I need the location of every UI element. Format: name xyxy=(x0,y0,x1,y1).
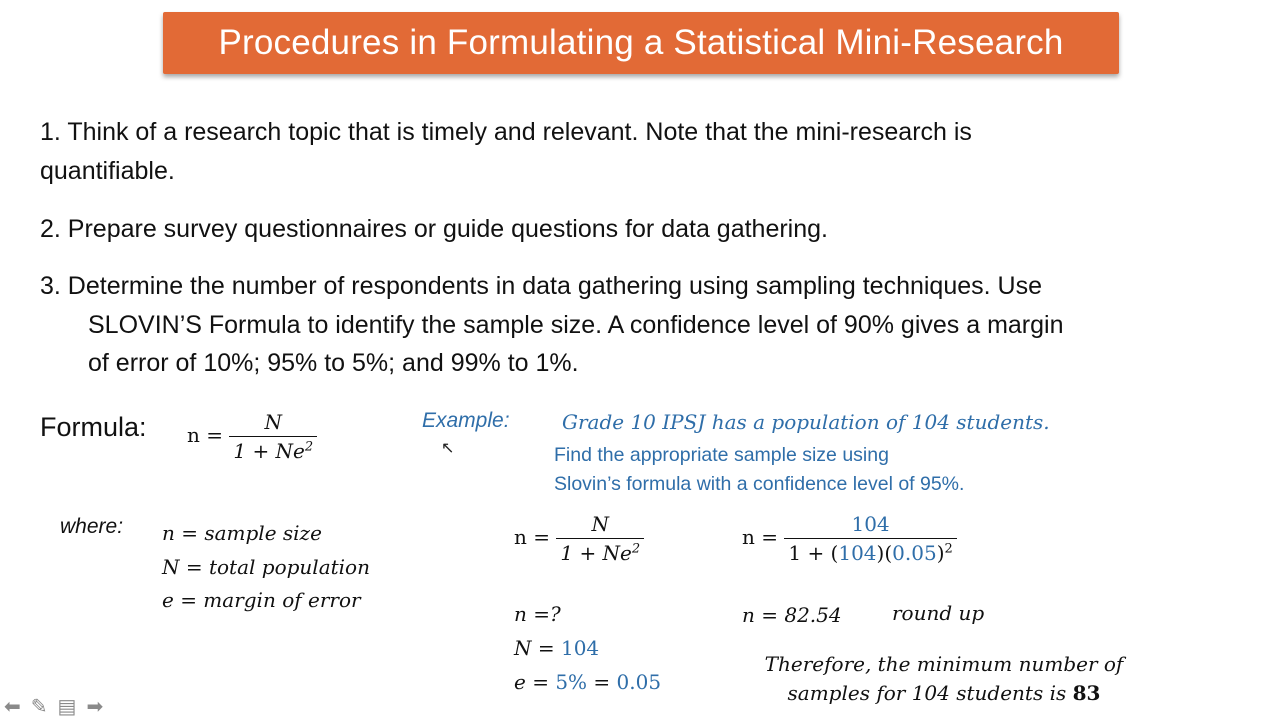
step-1-line-2: quantifiable. xyxy=(40,156,175,185)
example-formula-numerator: N xyxy=(591,512,610,536)
slovin-formula xyxy=(187,410,317,463)
formula-lhs: n = xyxy=(187,423,223,447)
conclusion-line-2: samples for 104 students is xyxy=(787,681,1067,705)
example-formula-denominator: $1 + Ne^2$ xyxy=(556,538,644,565)
step-2-line-1: 2. Prepare survey questionnaires or guide questions for data gathering. xyxy=(40,215,828,243)
formula-fraction xyxy=(229,410,317,463)
definition-N: N = total population xyxy=(162,554,370,579)
conclusion-line-1: Therefore, the minimum number of xyxy=(764,652,1124,676)
example-line-2: Find the appropriate sample size using xyxy=(554,444,889,466)
substitution-numerator: 104 xyxy=(851,512,890,536)
step-3-line-3: of error of 10%; 95% to 5%; and 99% to 1%. xyxy=(88,349,579,377)
presentation-toolbar xyxy=(4,694,103,719)
example-line-3: Slovin’s formula with a confidence level of 95%. xyxy=(554,473,965,495)
step-2 xyxy=(40,210,828,249)
pencil-icon[interactable]: ✎ xyxy=(30,696,48,718)
notes-icon[interactable]: ▤ xyxy=(57,696,77,718)
given-e: e = 5% = 0.05 xyxy=(514,670,662,694)
substitution-fraction xyxy=(784,512,956,565)
definition-e: e = margin of error xyxy=(162,588,361,612)
where-label: where: xyxy=(60,515,124,538)
formula-label: Formula: xyxy=(40,412,147,442)
given-n: n =? xyxy=(514,602,561,626)
final-answer: 83 xyxy=(1072,681,1101,705)
conclusion xyxy=(748,650,1140,708)
step-1 xyxy=(40,113,972,190)
example-label: Example: xyxy=(422,409,510,432)
definition-n: n = sample size xyxy=(162,521,322,545)
given-values xyxy=(514,597,661,699)
step-1-line-1: 1. Think of a research topic that is timely and relevant. Note that the mini-research is xyxy=(40,118,972,146)
step-3 xyxy=(40,267,1064,383)
substitution-lhs: n = xyxy=(742,525,778,549)
example-statement: Grade 10 IPSJ has a population of 104 students. xyxy=(562,410,1050,434)
title-banner xyxy=(163,12,1119,74)
example-formula-lhs: n = xyxy=(514,525,550,549)
definitions-list xyxy=(162,517,370,618)
given-N: N = 104 xyxy=(514,636,600,660)
example-formula-fraction xyxy=(556,512,644,565)
mouse-cursor: ↖ xyxy=(441,440,455,457)
result: n = 82.54 xyxy=(742,603,842,627)
substitution-denominator: $1 + (104)(0.05)^2$ xyxy=(784,538,956,565)
arrow-right-icon[interactable]: ➡ xyxy=(86,696,104,718)
slide-title: Procedures in Formulating a Statistical Mini-Research xyxy=(218,23,1064,62)
step-3-line-2: SLOVIN’S Formula to identify the sample size. A confidence level of 90% gives a margin xyxy=(88,310,1064,339)
example-instructions xyxy=(554,441,964,499)
substitution-formula xyxy=(742,512,957,565)
formula-numerator: N xyxy=(264,410,283,434)
round-note: round up xyxy=(892,601,985,625)
arrow-left-icon[interactable]: ⬅ xyxy=(4,696,21,718)
formula-denominator: $1 + Ne^2$ xyxy=(229,436,317,463)
example-formula xyxy=(514,512,644,565)
step-3-line-1: 3. Determine the number of respondents in data gathering using sampling techniques. Use xyxy=(40,272,1042,300)
